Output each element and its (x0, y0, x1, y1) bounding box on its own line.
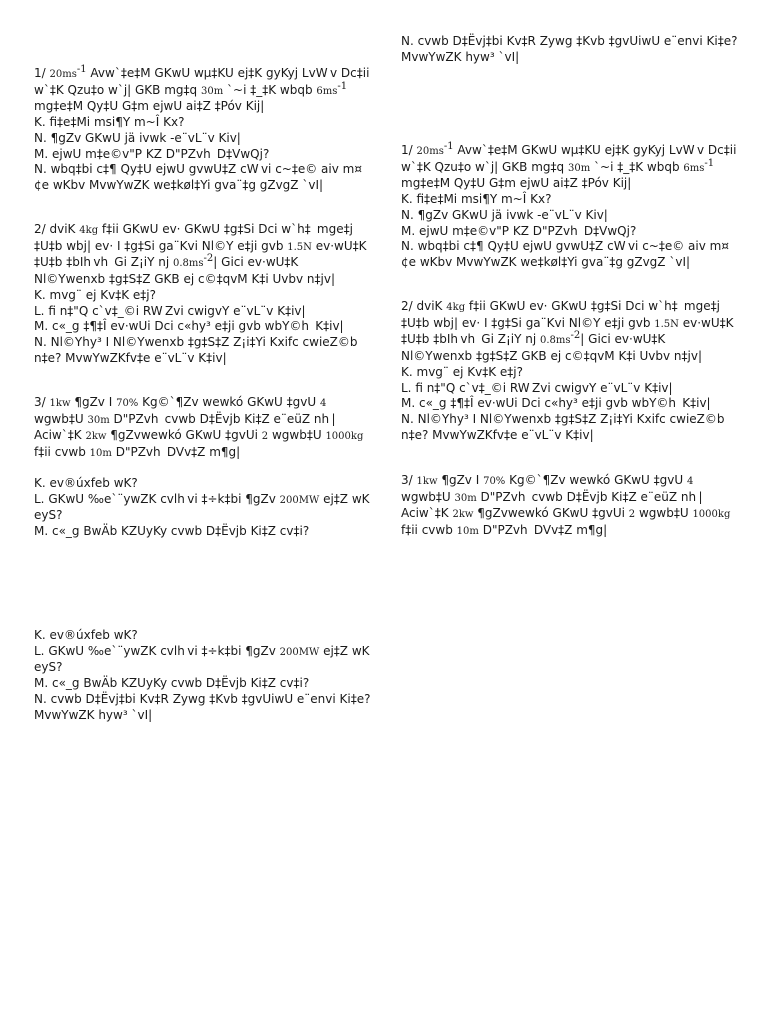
right-q2-part-b: L. fi n‡"Q c`v‡_©i RW Zvi cwigvY e¨vL¨v K‡iv| (401, 380, 673, 395)
left-q2-line-3: ‡U‡b ‡bIh vh Gi Z¡iY nj $0.8ms^{-2}|$ Gici ev·wU‡K (34, 253, 299, 270)
right-question-1 (401, 143, 751, 271)
left-q3-part-a: K. ev®úxfeb wK? (34, 476, 138, 490)
left-q3-line-4: f‡ii cvwb 10m D"PZvh DVv‡Z m¶g| (34, 445, 241, 460)
left-tail-part-a: K. ev®úxfeb wK? (34, 628, 138, 642)
left-q3-line-3: Aciw`‡K 2kw ¶gZvwewkó GKwU ‡gvUi 2 wgwb‡U 1000kg (34, 428, 364, 443)
right-q3-line-4: f‡ii cvwb 10m D"PZvh DVv‡Z m¶g| (401, 523, 608, 538)
left-q1-part-d-1: N. wbq‡bi c‡¶ Qy‡U ejwU gvwU‡Z cW vi c~‡e© aiv m¤ (34, 162, 362, 177)
right-q2-line-3: ‡U‡b ‡bIh vh Gi Z¡iY nj $0.8ms^{-2}|$ Gici ev·wU‡K (401, 330, 666, 347)
right-head-parts (401, 34, 751, 65)
right-q1-line-2: w`‡K Qzu‡o w`j| GKB mg‡q 30m `~i ‡_‡K wbqb $6ms^{-1}$ (401, 157, 715, 174)
right-q3-line-2: wgwb‡U 30m D"PZvh cvwb D‡Ëvjb Ki‡Z e¨eüZ nh | (401, 489, 703, 504)
left-q1-line-3: mg‡e‡M Qy‡U G‡m ejwU ai‡Z ‡Póv Kij| (34, 99, 265, 114)
left-q3-line-2: wgwb‡U 30m D"PZvh cvwb D‡Ëvjb Ki‡Z e¨eüZ nh | (34, 411, 336, 426)
left-tail-parts (34, 628, 384, 723)
left-question-3-parts (34, 476, 384, 540)
left-tail-part-c: M. c«_g BwÄb KZUyKy cvwb D‡Ëvjb Ki‡Z cv‡i? (34, 676, 310, 691)
left-tail-part-d-1: N. cvwb D‡Ëvj‡bi Kv‡R Zywg ‡Kvb ‡gvUiwU e¨envi Ki‡e? (34, 691, 371, 706)
left-q3-part-c: M. c«_g BwÄb KZUyKy cvwb D‡Ëvjb Ki‡Z cv‡i? (34, 524, 310, 539)
left-q2-line-4: Nl©Ywenxb ‡g‡S‡Z GKB ej c©‡qvM K‡i Uvbv n‡jv| (34, 272, 335, 287)
left-q3-part-b-1: L. GKwU ‰e`¨ywZK cvlh vi ‡÷k‡bi ¶gZv 200MW ej‡Z wK (34, 491, 370, 506)
left-q2-part-a: K. mvg¨ ej Kv‡K e‡j? (34, 287, 156, 302)
left-q2-part-c: M. c«_g ‡¶‡Î ev·wUi Dci c«hy³ e‡ji gvb wbY©h K‡iv| (34, 319, 344, 334)
left-q2-part-d-1: N. Nl©Yhy³ I Nl©Ywenxb ‡g‡S‡Z Z¡i‡Yi Kxifc cwieZ©b (34, 334, 358, 349)
left-q1-line-1: 1/ $20ms^{-1}$ Avw`‡e‡M GKwU wµ‡KU ej‡K gyKyj LvW v Dc‡ii (34, 64, 370, 80)
right-head-part-d-1: N. cvwb D‡Ëvj‡bi Kv‡R Zywg ‡Kvb ‡gvUiwU e¨envi Ki‡e? (401, 34, 738, 48)
left-question-2 (34, 222, 384, 366)
right-q1-line-1: 1/ $20ms^{-1}$ Avw`‡e‡M GKwU wµ‡KU ej‡K gyKyj LvW v Dc‡ii (401, 141, 737, 157)
right-q1-line-3: mg‡e‡M Qy‡U G‡m ejwU ai‡Z ‡Póv Kij| (401, 176, 632, 191)
left-tail-part-b-2: eyS? (34, 660, 63, 675)
right-q1-part-b: N. ¶gZv GKwU jä ivwk -e¨vL¨v Kiv| (401, 207, 608, 222)
left-q2-part-d-2: n‡e? MvwYwZKfv‡e e¨vL¨v K‡iv| (34, 350, 227, 365)
left-question-3 (34, 395, 384, 462)
right-q2-part-d-1: N. Nl©Yhy³ I Nl©Ywenxb ‡g‡S‡Z Z¡i‡Yi Kxifc cwieZ©b (401, 411, 725, 426)
left-q1-part-d-2: ¢e wKbv MvwYwZK we‡køl‡Yi gva¨‡g gZvgZ `vI| (34, 177, 324, 192)
right-question-3 (401, 473, 751, 540)
right-question-2 (401, 299, 751, 443)
right-q1-part-d-2: ¢e wKbv MvwYwZK we‡køl‡Yi gva¨‡g gZvgZ `vI| (401, 254, 691, 269)
right-q2-line-1: 2/ dviK 4kg f‡ii GKwU ev· GKwU ‡g‡Si Dci w`h‡ mge‡j (401, 299, 720, 313)
right-q1-part-c: M. ejwU m‡e©v"P KZ D"PZvh D‡VwQj? (401, 223, 637, 238)
right-q2-part-c: M. c«_g ‡¶‡Î ev·wUi Dci c«hy³ e‡ji gvb wbY©h K‡iv| (401, 396, 711, 411)
right-q1-part-a: K. fi‡e‡Mi msi¶Y m~Î Kx? (401, 192, 552, 207)
right-q2-part-a: K. mvg¨ ej Kv‡K e‡j? (401, 364, 523, 379)
right-head-part-d-2: MvwYwZK hyw³ `vI| (401, 49, 520, 64)
left-q3-part-b-2: eyS? (34, 508, 63, 523)
right-q2-line-2: ‡U‡b wbj| ev· I ‡g‡Si ga¨Kvi Nl©Y e‡ji gvb 1.5N ev·wU‡K (401, 315, 734, 330)
left-q2-line-2: ‡U‡b wbj| ev· I ‡g‡Si ga¨Kvi Nl©Y e‡ji gvb 1.5N ev·wU‡K (34, 238, 367, 253)
left-tail-part-d-2: MvwYwZK hyw³ `vI| (34, 707, 153, 722)
right-q2-part-d-2: n‡e? MvwYwZKfv‡e e¨vL¨v K‡iv| (401, 427, 594, 442)
right-q3-line-1: 3/ 1kw ¶gZv I 70% Kg©`¶Zv wewkó GKwU ‡gvU 4 (401, 473, 694, 487)
left-q1-part-c: M. ejwU m‡e©v"P KZ D"PZvh D‡VwQj? (34, 146, 270, 161)
left-question-1 (34, 66, 384, 194)
left-q2-line-1: 2/ dviK 4kg f‡ii GKwU ev· GKwU ‡g‡Si Dci w`h‡ mge‡j (34, 222, 353, 236)
right-q3-line-3: Aciw`‡K 2kw ¶gZvwewkó GKwU ‡gvUi 2 wgwb‡U 1000kg (401, 506, 731, 521)
left-q1-part-a: K. fi‡e‡Mi msi¶Y m~Î Kx? (34, 115, 185, 130)
left-tail-part-b-1: L. GKwU ‰e`¨ywZK cvlh vi ‡÷k‡bi ¶gZv 200MW ej‡Z wK (34, 643, 370, 658)
left-q1-part-b: N. ¶gZv GKwU jä ivwk -e¨vL¨v Kiv| (34, 130, 241, 145)
left-q2-part-b: L. fi n‡"Q c`v‡_©i RW Zvi cwigvY e¨vL¨v K‡iv| (34, 303, 306, 318)
left-q3-line-1: 3/ 1kw ¶gZv I 70% Kg©`¶Zv wewkó GKwU ‡gvU 4 (34, 395, 327, 409)
right-q1-part-d-1: N. wbq‡bi c‡¶ Qy‡U ejwU gvwU‡Z cW vi c~‡e© aiv m¤ (401, 239, 729, 254)
right-q2-line-4: Nl©Ywenxb ‡g‡S‡Z GKB ej c©‡qvM K‡i Uvbv n‡jv| (401, 349, 702, 364)
left-q1-line-2: w`‡K Qzu‡o w`j| GKB mg‡q 30m `~i ‡_‡K wbqb $6ms^{-1}$ (34, 80, 348, 97)
